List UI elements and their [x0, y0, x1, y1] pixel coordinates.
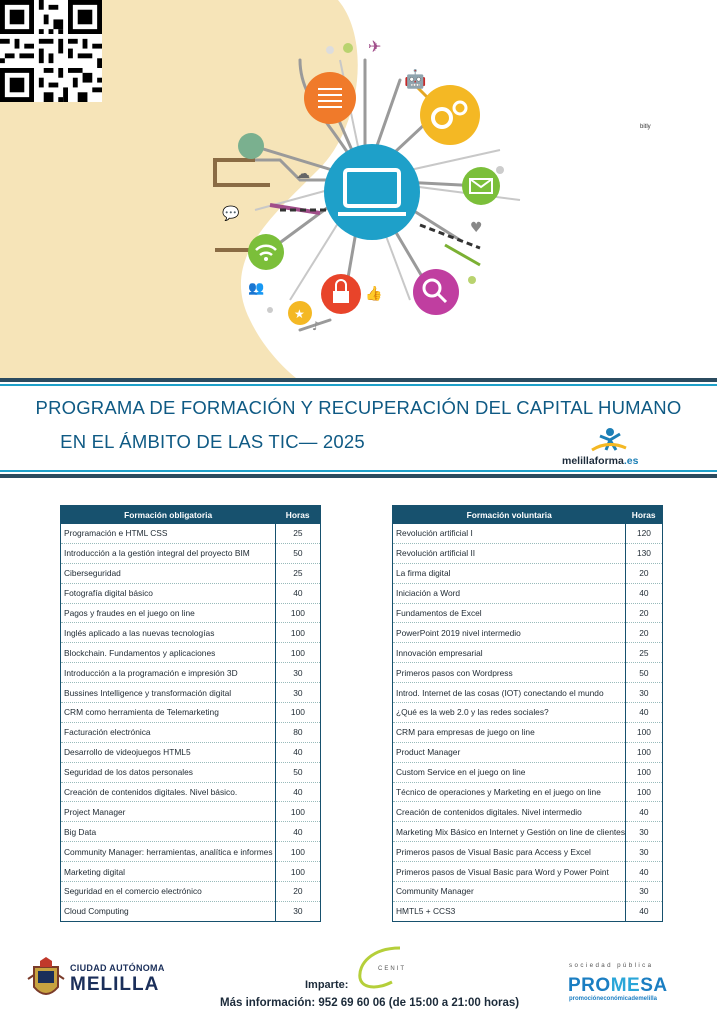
course-hours: 100	[275, 603, 320, 623]
voluntary-header-hours: Horas	[625, 506, 662, 525]
table-row	[393, 882, 663, 902]
course-name: PowerPoint 2019 nivel intermedio	[393, 623, 626, 643]
course-hours: 40	[275, 822, 320, 842]
course-name: Técnico de operaciones y Marketing en el juego on line	[393, 782, 626, 802]
table-row	[61, 583, 321, 603]
course-name: Cloud Computing	[61, 901, 276, 921]
qr-code-icon[interactable]	[0, 0, 102, 102]
course-name: Fundamentos de Excel	[393, 603, 626, 623]
course-hours: 40	[625, 802, 662, 822]
contact-info: Más información: 952 69 60 06 (de 15:00 a 21:00 horas)	[220, 997, 520, 1009]
course-name: Ciberseguridad	[61, 563, 276, 583]
table-row	[393, 862, 663, 882]
table-row	[393, 782, 663, 802]
course-hours: 25	[625, 643, 662, 663]
cenit-label: CENIT	[378, 966, 406, 972]
table-row	[61, 524, 321, 543]
melilla-line2: MELILLA	[70, 974, 160, 995]
course-hours: 100	[275, 862, 320, 882]
course-name: Marketing digital	[61, 862, 276, 882]
course-name: Primeros pasos de Visual Basic para Word y Power Point	[393, 862, 626, 882]
course-hours: 80	[275, 722, 320, 742]
hero-illustration	[0, 0, 717, 378]
table-row	[393, 802, 663, 822]
promesa-pro: PRO	[568, 975, 611, 996]
mandatory-courses-table	[60, 505, 321, 922]
promesa-sa: SA	[640, 975, 668, 996]
course-hours: 20	[275, 882, 320, 902]
table-row	[393, 842, 663, 862]
imparte-label: Imparte:	[305, 979, 349, 991]
course-hours: 30	[625, 683, 662, 703]
table-row	[61, 603, 321, 623]
table-row	[61, 842, 321, 862]
course-name: Desarrollo de videojuegos HTML5	[61, 742, 276, 762]
table-row	[393, 742, 663, 762]
course-name: CRM para empresas de juego on line	[393, 722, 626, 742]
bottom-divider	[0, 470, 717, 482]
course-name: Primeros pasos de Visual Basic para Access y Excel	[393, 842, 626, 862]
course-name: Seguridad de los datos personales	[61, 762, 276, 782]
course-hours: 20	[625, 623, 662, 643]
page-title-line2: EN EL ÁMBITO DE LAS TIC— 2025	[60, 431, 365, 452]
course-name: Facturación electrónica	[61, 722, 276, 742]
course-hours: 130	[625, 543, 662, 563]
table-row	[61, 623, 321, 643]
course-name: Iniciación a Word	[393, 583, 626, 603]
course-name: ¿Qué es la web 2.0 y las redes sociales?	[393, 703, 626, 723]
course-name: Revolución artificial II	[393, 543, 626, 563]
svg-text:🤖: 🤖	[404, 69, 427, 90]
course-name: Innovación empresarial	[393, 643, 626, 663]
table-row	[61, 643, 321, 663]
course-hours: 50	[275, 543, 320, 563]
mandatory-header-hours: Horas	[275, 506, 320, 525]
course-name: Creación de contenidos digitales. Nivel básico.	[61, 782, 276, 802]
course-name: Community Manager: herramientas, analítica e informes	[61, 842, 276, 862]
promesa-tagline: sociedad pública	[569, 962, 654, 969]
course-name: Project Manager	[61, 802, 276, 822]
table-row	[393, 822, 663, 842]
promesa-subtitle: promocióneconómicademelilla	[569, 996, 658, 1002]
table-row	[61, 543, 321, 563]
table-row	[61, 563, 321, 583]
course-name: Introducción a la programación e impresión 3D	[61, 663, 276, 683]
cenit-logo	[352, 944, 412, 990]
table-row	[393, 901, 663, 921]
course-hours: 30	[625, 822, 662, 842]
course-hours: 30	[275, 901, 320, 921]
course-hours: 30	[625, 882, 662, 902]
course-hours: 20	[625, 563, 662, 583]
table-row	[61, 683, 321, 703]
melilla-coat-of-arms-icon	[26, 957, 66, 1003]
course-hours: 25	[275, 524, 320, 543]
page-title-line1: PROGRAMA DE FORMACIÓN Y RECUPERACIÓN DEL CAPITAL HUMANO	[35, 397, 682, 418]
table-row	[61, 663, 321, 683]
table-row	[393, 663, 663, 683]
table-row	[61, 722, 321, 742]
promesa-logo	[568, 962, 678, 1006]
course-hours: 100	[625, 742, 662, 762]
melillaforma-tld: .es	[623, 455, 639, 467]
table-row	[61, 762, 321, 782]
mandatory-header-course: Formación obligatoria	[61, 506, 276, 525]
course-name: Introducción a la gestión integral del proyecto BIM	[61, 543, 276, 563]
table-row	[61, 862, 321, 882]
melillaforma-name: melillaforma	[562, 455, 624, 467]
table-row	[393, 762, 663, 782]
course-name: Primeros pasos con Wordpress	[393, 663, 626, 683]
course-name: CRM como herramienta de Telemarketing	[61, 703, 276, 723]
course-name: Product Manager	[393, 742, 626, 762]
course-name: Creación de contenidos digitales. Nivel intermedio	[393, 802, 626, 822]
table-row	[61, 901, 321, 921]
course-hours: 30	[625, 842, 662, 862]
top-divider	[0, 378, 717, 390]
svg-text:★: ★	[294, 307, 305, 321]
melilla-line1: CIUDAD AUTÓNOMA	[70, 963, 165, 973]
ciudad-melilla-logo	[26, 957, 176, 1001]
course-name: Fotografía digital básico	[61, 583, 276, 603]
qr-brand-label: bitly	[640, 124, 651, 130]
table-row	[61, 802, 321, 822]
svg-text:💬: 💬	[222, 206, 240, 222]
course-name: Marketing Mix Básico en Internet y Gestión on line de clientes	[393, 822, 626, 842]
course-hours: 40	[625, 583, 662, 603]
course-hours: 30	[275, 663, 320, 683]
course-hours: 120	[625, 524, 662, 543]
table-row	[393, 563, 663, 583]
table-row	[61, 822, 321, 842]
table-row	[393, 543, 663, 563]
course-hours: 40	[625, 901, 662, 921]
course-hours: 50	[625, 663, 662, 683]
course-hours: 20	[625, 603, 662, 623]
voluntary-courses-table	[392, 505, 663, 922]
course-hours: 100	[275, 623, 320, 643]
course-hours: 50	[275, 762, 320, 782]
course-hours: 40	[275, 742, 320, 762]
course-hours: 100	[275, 802, 320, 822]
course-name: HMTL5 + CCS3	[393, 901, 626, 921]
table-row	[393, 603, 663, 623]
course-hours: 100	[275, 842, 320, 862]
table-row	[393, 524, 663, 543]
course-name: Revolución artificial I	[393, 524, 626, 543]
course-name: Community Manager	[393, 882, 626, 902]
course-hours: 40	[625, 703, 662, 723]
course-name: Big Data	[61, 822, 276, 842]
course-hours: 100	[275, 643, 320, 663]
svg-text:✈: ✈	[368, 37, 382, 56]
svg-text:♪: ♪	[312, 319, 320, 333]
course-name: Pagos y fraudes en el juego on line	[61, 603, 276, 623]
table-row	[61, 782, 321, 802]
course-hours: 40	[275, 583, 320, 603]
table-row	[393, 623, 663, 643]
course-hours: 100	[275, 703, 320, 723]
table-row	[393, 683, 663, 703]
course-name: Introd. Internet de las cosas (IOT) conectando el mundo	[393, 683, 626, 703]
melillaforma-logo	[562, 426, 662, 470]
melillaforma-figure-icon	[562, 426, 662, 456]
promesa-me: ME	[610, 975, 641, 996]
table-row	[61, 742, 321, 762]
svg-text:☁: ☁	[296, 166, 310, 182]
course-hours: 30	[275, 683, 320, 703]
course-hours: 40	[625, 862, 662, 882]
table-row	[393, 722, 663, 742]
table-row	[61, 882, 321, 902]
table-row	[61, 703, 321, 723]
table-row	[393, 703, 663, 723]
course-name: La firma digital	[393, 563, 626, 583]
tech-network-graphic	[0, 0, 717, 378]
course-hours: 25	[275, 563, 320, 583]
table-row	[393, 643, 663, 663]
table-row	[393, 583, 663, 603]
course-hours: 40	[275, 782, 320, 802]
course-hours: 100	[625, 782, 662, 802]
svg-text:👍: 👍	[365, 286, 383, 302]
course-name: Programación e HTML CSS	[61, 524, 276, 543]
course-hours: 100	[625, 762, 662, 782]
course-name: Bussines Intelligence y transformación digital	[61, 683, 276, 703]
course-name: Seguridad en el comercio electrónico	[61, 882, 276, 902]
svg-text:♥: ♥	[470, 220, 483, 236]
course-hours: 100	[625, 722, 662, 742]
course-name: Blockchain. Fundamentos y aplicaciones	[61, 643, 276, 663]
course-name: Inglés aplicado a las nuevas tecnologías	[61, 623, 276, 643]
svg-text:👥: 👥	[248, 281, 265, 296]
course-name: Custom Service en el juego on line	[393, 762, 626, 782]
voluntary-header-course: Formación voluntaria	[393, 506, 626, 525]
